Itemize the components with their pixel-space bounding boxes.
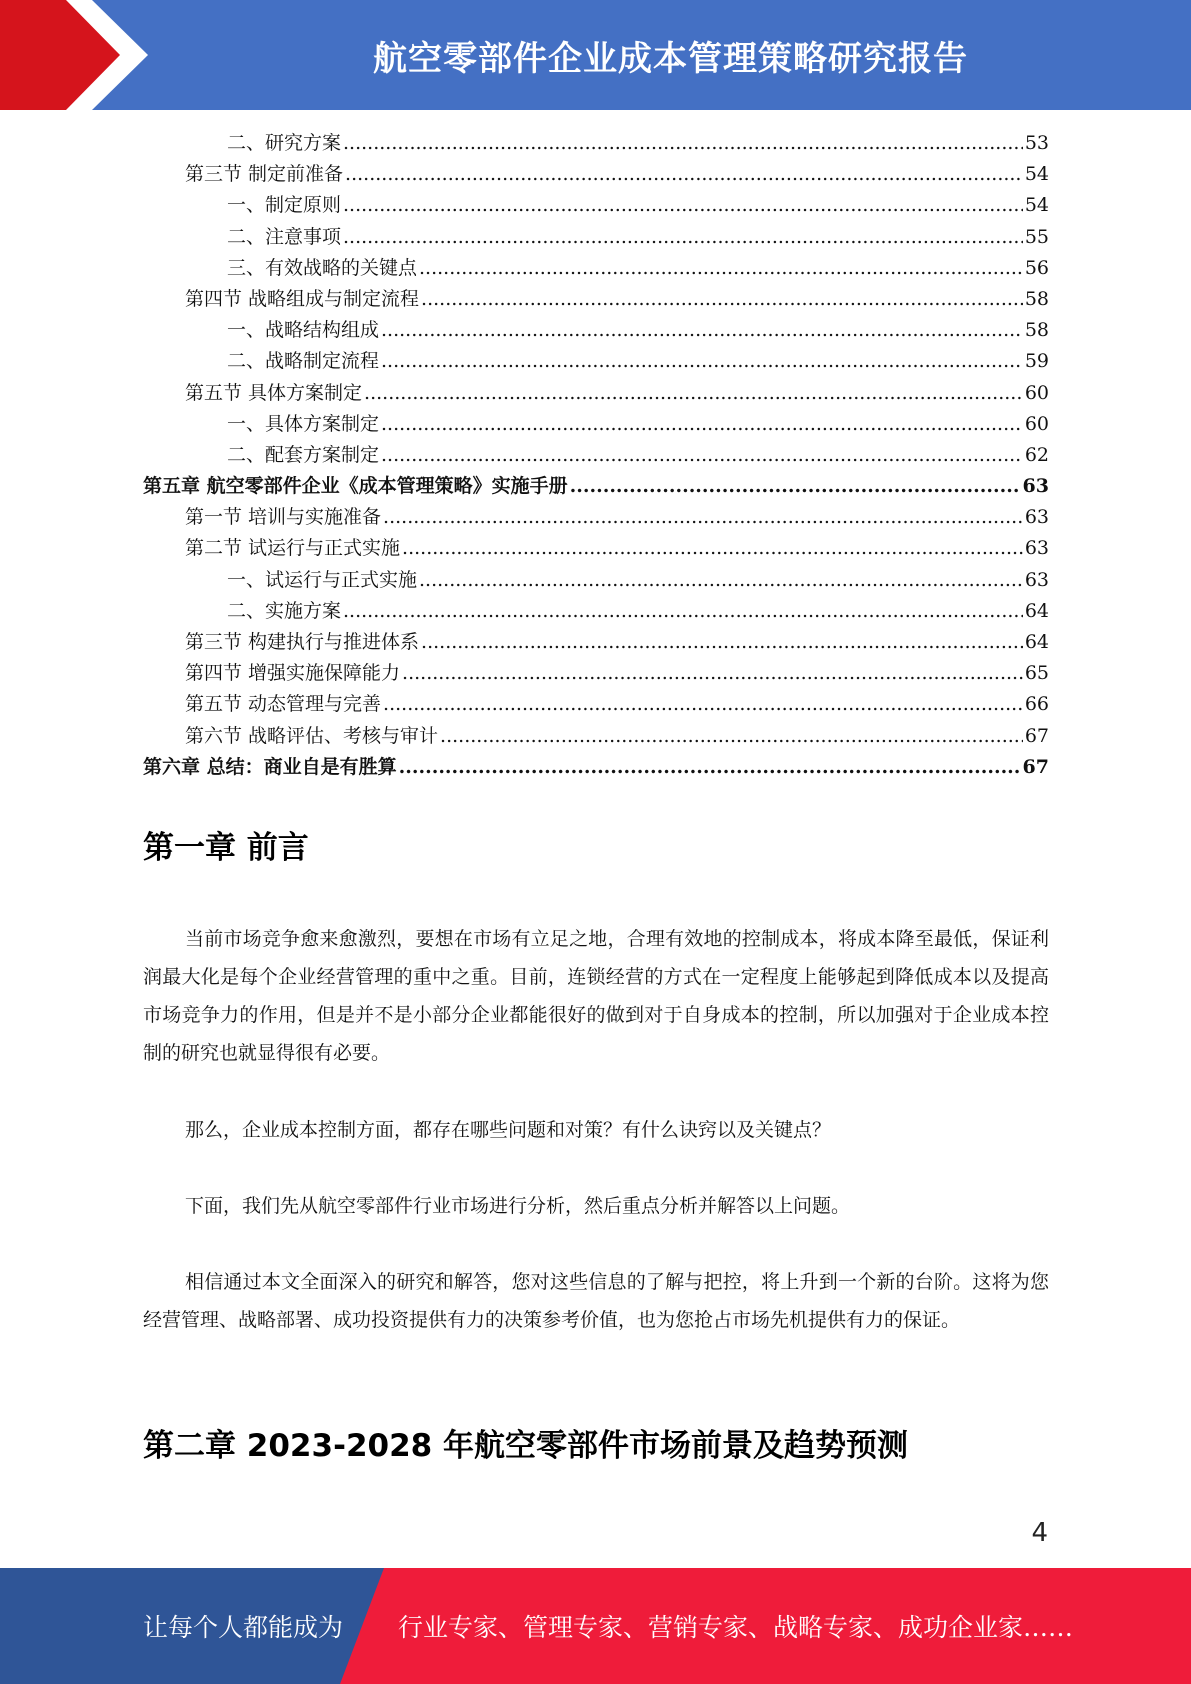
- toc-entry-title: 二、注意事项: [227, 225, 342, 248]
- toc-dot-leader: [421, 627, 1023, 658]
- toc-entry-page: 67: [1024, 724, 1049, 747]
- footer-banner: [0, 1568, 1191, 1684]
- toc-dot-leader: [402, 533, 1023, 564]
- footer-slogan-left: 让每个人都能成为: [143, 1613, 344, 1642]
- toc-entry-title: 三、有效战略的关键点: [227, 256, 418, 279]
- toc-entry-page: 54: [1024, 194, 1049, 217]
- toc-entry-page: 58: [1024, 287, 1049, 310]
- toc-entry-title: 第五节 具体方案制定: [185, 381, 363, 404]
- toc-entry-title: 一、具体方案制定: [227, 412, 380, 435]
- toc-entry[interactable]: [143, 565, 1049, 596]
- toc-entry-page: 55: [1024, 225, 1049, 248]
- toc-entry-title: 第六章 总结：商业自是有胜算: [143, 755, 397, 778]
- toc-dot-leader: [381, 409, 1023, 440]
- toc-entry[interactable]: [143, 253, 1049, 284]
- toc-entry-title: 第三节 构建执行与推进体系: [185, 631, 420, 653]
- toc-entry-page: 59: [1024, 350, 1049, 373]
- toc-entry-title: 第四节 战略组成与制定流程: [185, 287, 420, 310]
- toc-entry[interactable]: [143, 190, 1049, 221]
- toc-entry-title: 二、实施方案: [227, 599, 342, 622]
- toc-entry[interactable]: [143, 658, 1049, 689]
- toc-entry[interactable]: [143, 409, 1049, 440]
- chapter-1-paragraph-1: 当前市场竞争愈来愈激烈，要想在市场有立足之地，合理有效地的控制成本，将成本降至最低，保证利润最大化是每个企业经营管理的重中之重。目前，连锁经营的方式在一定程度上能够起到降低成本以及提高市场竞争力的作用，但是并不是小部分企业都能很好的做到对于自身成本的控制，所以加强对于企业成本控制的研究也就显得很有必要。: [143, 928, 1049, 1064]
- toc-entry-page: 65: [1024, 662, 1049, 685]
- toc-entry-title: 二、战略制定流程: [227, 350, 380, 373]
- toc-entry-page: 67: [1022, 755, 1049, 778]
- toc-entry-page: 66: [1024, 693, 1049, 716]
- chapter-1-paragraph-3: 下面，我们先从航空零部件行业市场进行分析，然后重点分析并解答以上问题。: [185, 1195, 851, 1217]
- toc-entry-page: 60: [1024, 412, 1049, 435]
- toc-entry-title: 第二节 试运行与正式实施: [185, 537, 401, 560]
- toc-dot-leader: [343, 190, 1023, 221]
- toc-dot-leader: [421, 284, 1023, 315]
- toc-entry-title: 二、研究方案: [227, 132, 342, 154]
- toc-entry[interactable]: [143, 315, 1049, 346]
- toc-entry-title: 一、试运行与正式实施: [227, 568, 418, 591]
- toc-entry-page: 62: [1024, 443, 1049, 466]
- toc-entry-title: 第四节 增强实施保障能力: [185, 662, 401, 685]
- toc-entry-page: 64: [1024, 631, 1049, 653]
- toc-entry-page: 60: [1024, 381, 1049, 404]
- toc-dot-leader: [343, 222, 1023, 253]
- toc-entry-title: 一、制定原则: [227, 194, 342, 217]
- toc-dot-leader: [399, 752, 1021, 783]
- footer-slogan-right: 行业专家、管理专家、营销专家、战略专家、成功企业家……: [398, 1613, 1074, 1642]
- toc-entry[interactable]: [143, 128, 1049, 159]
- toc-entry-page: 54: [1024, 163, 1049, 186]
- toc-entry[interactable]: [143, 752, 1049, 783]
- toc-entry-page: 63: [1024, 506, 1049, 529]
- toc-dot-leader: [381, 440, 1023, 471]
- toc-entry[interactable]: [143, 689, 1049, 720]
- toc-entry[interactable]: [143, 440, 1049, 471]
- toc-dot-leader: [419, 565, 1023, 596]
- toc-entry[interactable]: [143, 159, 1049, 190]
- toc-dot-leader: [381, 315, 1023, 346]
- toc-dot-leader: [345, 159, 1023, 190]
- toc-entry-page: 56: [1024, 256, 1049, 279]
- toc-entry[interactable]: [143, 721, 1049, 752]
- toc-entry[interactable]: [143, 596, 1049, 627]
- toc-dot-leader: [570, 471, 1021, 502]
- toc-entry[interactable]: [143, 502, 1049, 533]
- toc-dot-leader: [440, 721, 1023, 752]
- toc-entry[interactable]: [143, 471, 1049, 502]
- toc-entry-page: 64: [1024, 599, 1049, 622]
- toc-dot-leader: [343, 596, 1023, 627]
- chapter-1-paragraph-2: 那么，企业成本控制方面，都存在哪些问题和对策？有什么诀窍以及关键点？: [185, 1119, 832, 1141]
- report-title: 航空零部件企业成本管理策略研究报告: [373, 38, 968, 79]
- table-of-contents: [143, 128, 1049, 783]
- toc-entry[interactable]: [143, 533, 1049, 564]
- chapter-1-paragraph-4: 相信通过本文全面深入的研究和解答，您对这些信息的了解与把控，将上升到一个新的台阶。这将为您经营管理、战略部署、成功投资提供有力的决策参考价值，也为您抢占市场先机提供有力的保证。: [143, 1271, 1049, 1331]
- toc-entry[interactable]: [143, 346, 1049, 377]
- toc-entry-page: 63: [1022, 475, 1049, 498]
- toc-entry-title: 第五节 动态管理与完善: [185, 693, 382, 716]
- toc-entry-page: 63: [1024, 537, 1049, 560]
- toc-dot-leader: [419, 253, 1023, 284]
- toc-dot-leader: [343, 128, 1023, 159]
- toc-entry-page: 58: [1024, 319, 1049, 342]
- header-banner: [0, 0, 1191, 110]
- toc-entry-page: 53: [1024, 132, 1049, 154]
- toc-entry-title: 二、配套方案制定: [227, 443, 380, 466]
- toc-entry-title: 第三节 制定前准备: [185, 163, 344, 186]
- toc-dot-leader: [383, 502, 1023, 533]
- toc-dot-leader: [402, 658, 1023, 689]
- chapter-2-title: 第二章 2023-2028 年航空零部件市场前景及趋势预测: [143, 1428, 909, 1464]
- page-number: 4: [1031, 1518, 1048, 1548]
- toc-entry-title: 第一节 培训与实施准备: [185, 506, 382, 529]
- toc-entry[interactable]: [143, 222, 1049, 253]
- toc-entry-title: 一、战略结构组成: [227, 319, 380, 342]
- toc-entry-title: 第六节 战略评估、考核与审计: [185, 724, 439, 747]
- toc-entry[interactable]: [143, 284, 1049, 315]
- toc-entry-title: 第五章 航空零部件企业《成本管理策略》实施手册: [143, 475, 568, 498]
- toc-dot-leader: [364, 378, 1023, 409]
- toc-dot-leader: [383, 689, 1023, 720]
- chapter-1-title: 第一章 前言: [143, 830, 309, 866]
- toc-entry[interactable]: [143, 627, 1049, 658]
- toc-entry-page: 63: [1024, 568, 1049, 591]
- toc-entry[interactable]: [143, 378, 1049, 409]
- header-chevron-icon: [0, 0, 160, 110]
- toc-dot-leader: [381, 346, 1023, 377]
